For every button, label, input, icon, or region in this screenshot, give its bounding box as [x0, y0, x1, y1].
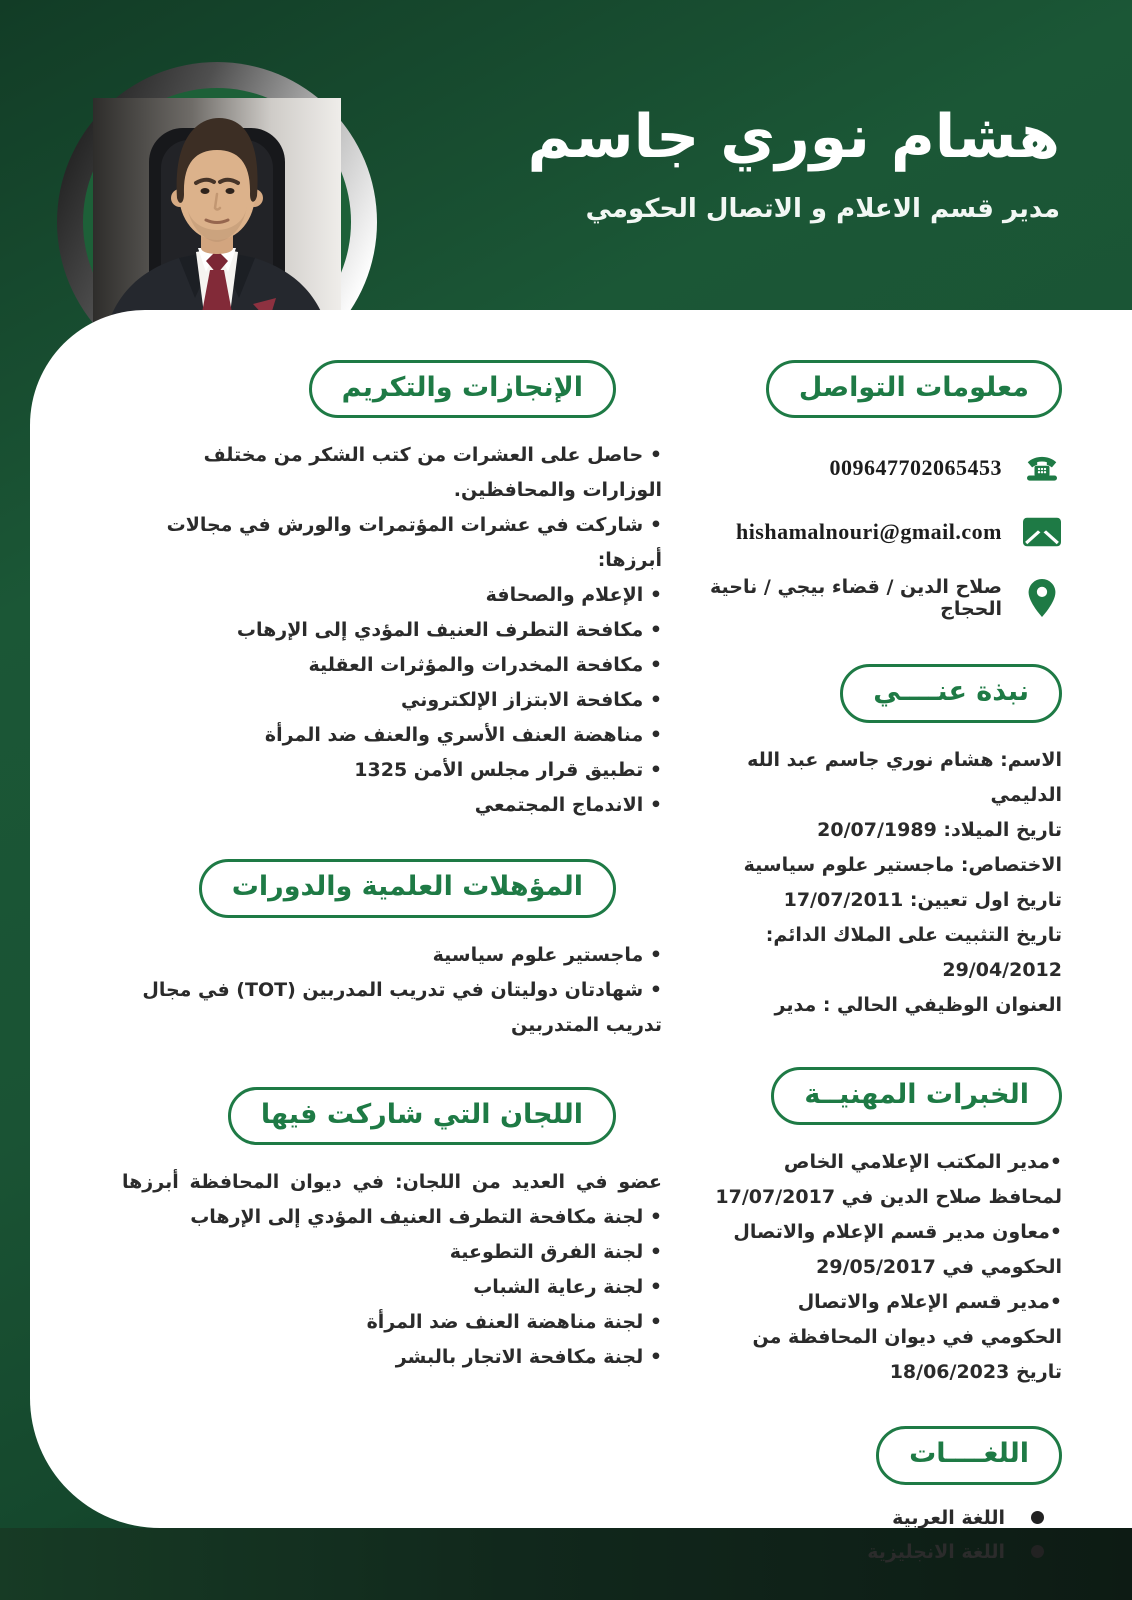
qualification-item: • شهادتان دوليتان في تدريب المدربين (TOT) في مجال تدريب المتدربين	[122, 973, 662, 1043]
section-title-contact: معلومات التواصل	[766, 360, 1062, 418]
about-line: تاريخ التثبيت على الملاك الدائم: 29/04/2012	[765, 923, 1062, 981]
language-row	[710, 1507, 1044, 1529]
section-title-qualifications: المؤهلات العلمية والدورات	[199, 859, 616, 917]
phone-number: 009647702065453	[829, 455, 1002, 481]
achievement-item: • تطبيق قرار مجلس الأمن 1325	[122, 753, 662, 788]
about-line: تاريخ الميلاد: 20/07/1989	[817, 818, 1062, 841]
language-row	[710, 1541, 1044, 1563]
section-title-experience: الخبرات المهنيــة	[771, 1067, 1062, 1125]
achievement-item: • مكافحة التطرف العنيف المؤدي إلى الإرهاب	[122, 613, 662, 648]
email-address: hishamalnouri@gmail.com	[735, 519, 1002, 545]
bullet-dot	[1031, 1545, 1044, 1558]
location-pin-icon	[1022, 578, 1062, 618]
section-title-about: نبذة عنــــي	[840, 664, 1062, 722]
language-label: اللغة العربية	[892, 1506, 1005, 1529]
person-avatar-illustration	[93, 98, 341, 346]
contact-list	[710, 448, 1062, 620]
phone-icon	[1022, 448, 1062, 488]
committee-item: • لجنة مكافحة التطرف العنيف المؤدي إلى الإرهاب	[122, 1200, 662, 1235]
committee-item: • لجنة رعاية الشباب	[122, 1270, 662, 1305]
about-line: العنوان الوظيفي الحالي : مدير	[774, 993, 1062, 1016]
qualification-item: • ماجستير علوم سياسية	[122, 938, 662, 973]
achievement-item: • شاركت في عشرات المؤتمرات والورش في مجالات أبرزها:	[122, 508, 662, 578]
languages-list	[710, 1507, 1044, 1563]
experience-list	[710, 1145, 1062, 1390]
qualifications-list	[122, 938, 662, 1043]
about-line: الاسم: هشام نوري جاسم عبد الله الدليمي	[747, 748, 1062, 806]
person-name: هشام نوري جاسم	[527, 102, 1060, 172]
achievement-item: • مكافحة الابتزاز الإلكتروني	[122, 683, 662, 718]
about-line: الاختصاص: ماجستير علوم سياسية	[743, 853, 1062, 876]
achievement-item: • حاصل على العشرات من كتب الشكر من مختلف الوزارات والمحافظين.	[122, 438, 662, 508]
experience-item: • مدير المكتب الإعلامي الخاص لمحافظ صلاح الدين في 17/07/2017	[710, 1145, 1062, 1215]
section-title-achievements: الإنجازات والتكريم	[309, 360, 616, 418]
about-list	[710, 743, 1062, 1023]
bullet-dot	[1031, 1511, 1044, 1524]
location-text: صلاح الدين / قضاء بيجي / ناحية الحجاج	[710, 576, 1002, 621]
envelope-icon	[1022, 512, 1062, 552]
achievements-list	[122, 438, 662, 823]
left-column	[122, 360, 662, 1563]
header	[528, 104, 1060, 224]
committees-list	[122, 1200, 662, 1375]
content-panel	[30, 310, 1132, 1563]
achievement-item: • الاندماج المجتمعي	[122, 788, 662, 823]
profile-photo	[93, 98, 341, 346]
contact-email-row	[710, 512, 1062, 552]
committee-item: • لجنة مناهضة العنف ضد المرأة	[122, 1305, 662, 1340]
section-title-languages: اللغــــات	[876, 1426, 1062, 1484]
language-label: اللغة الانجليزية	[867, 1540, 1005, 1563]
achievement-item: • مناهضة العنف الأسري والعنف ضد المرأة	[122, 718, 662, 753]
experience-item: • معاون مدير قسم الإعلام والاتصال الحكومي في 29/05/2017	[710, 1215, 1062, 1285]
committee-item: • لجنة الفرق التطوعية	[122, 1235, 662, 1270]
achievement-item: • مكافحة المخدرات والمؤثرات العقلية	[122, 648, 662, 683]
person-job-title: مدير قسم الاعلام و الاتصال الحكومي	[585, 194, 1060, 224]
about-line: تاريخ اول تعيين: 17/07/2011	[783, 888, 1062, 911]
committees-intro: عضو في العديد من اللجان: في ديوان المحافظة أبرزها	[122, 1171, 662, 1194]
contact-phone-row	[710, 448, 1062, 488]
achievement-item: • الإعلام والصحافة	[122, 578, 662, 613]
contact-location-row	[710, 576, 1062, 620]
section-title-committees: اللجان التي شاركت فيها	[228, 1087, 616, 1145]
right-column	[710, 360, 1062, 1563]
experience-item: • مدير قسم الإعلام والاتصال الحكومي في ديوان المحافظة من تاريخ 18/06/2023	[710, 1285, 1062, 1390]
committee-item: • لجنة مكافحة الاتجار بالبشر	[122, 1340, 662, 1375]
